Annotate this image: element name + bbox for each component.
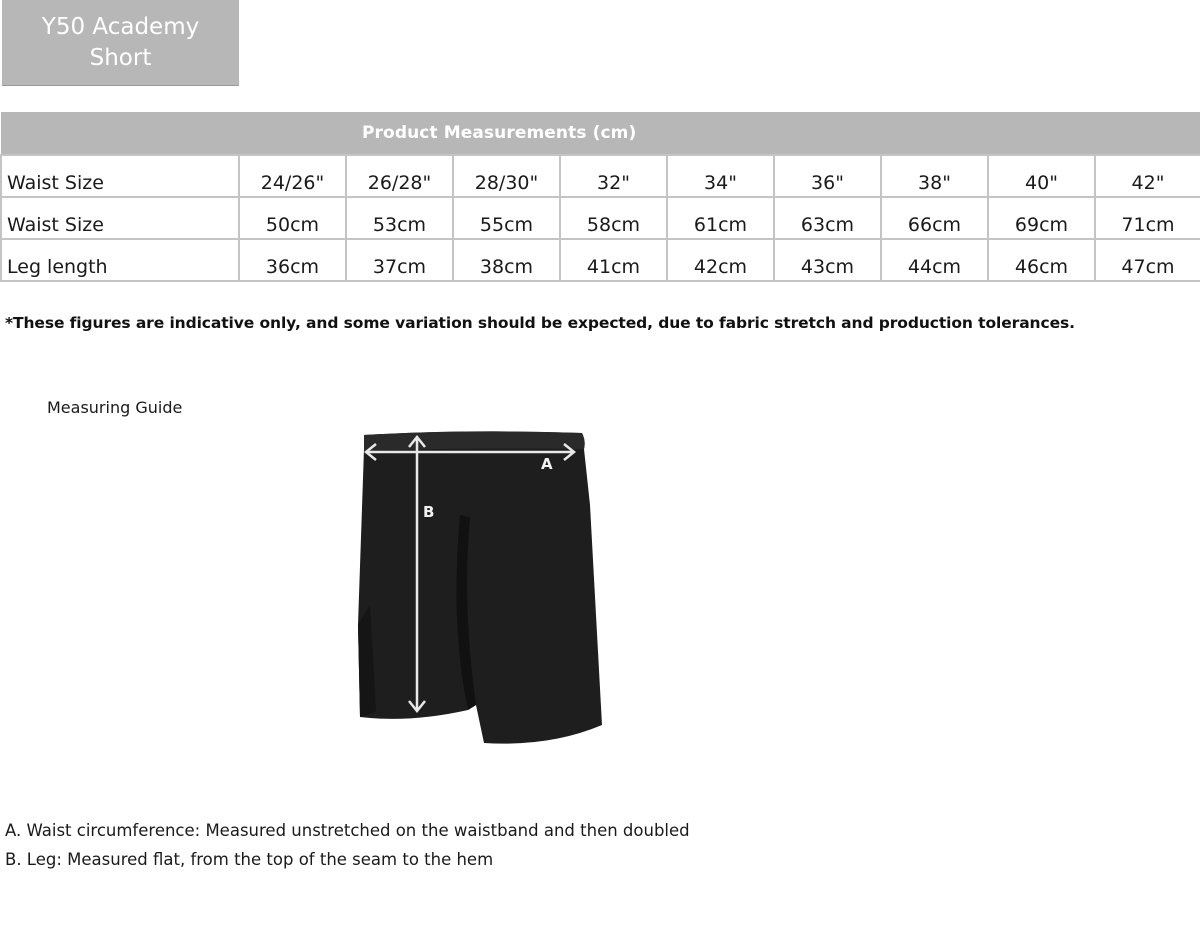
table-cell: 61cm [667, 197, 774, 239]
size-chart-table [0, 112, 1200, 282]
row-label: Waist Size [1, 155, 239, 197]
shorts-illustration-icon [350, 425, 610, 755]
table-row-waist-cm [1, 197, 1200, 239]
table-cell: 43cm [774, 239, 881, 281]
table-cell: 66cm [881, 197, 988, 239]
marker-a: A [541, 455, 553, 473]
table-header: Product Measurements (cm) [1, 112, 1200, 155]
table-cell: 71cm [1095, 197, 1200, 239]
row-label: Leg length [1, 239, 239, 281]
table-cell: 38" [881, 155, 988, 197]
table-cell: 36cm [239, 239, 346, 281]
table-cell: 47cm [1095, 239, 1200, 281]
table-cell: 58cm [560, 197, 667, 239]
table-row-waist-inches [1, 155, 1200, 197]
table-cell: 46cm [988, 239, 1095, 281]
product-title [2, 0, 239, 86]
table-cell: 41cm [560, 239, 667, 281]
shorts-measuring-diagram [350, 425, 610, 755]
table-cell: 53cm [346, 197, 453, 239]
product-title-line-2: Short [89, 44, 152, 71]
table-cell: 63cm [774, 197, 881, 239]
table-cell: 34" [667, 155, 774, 197]
row-label: Waist Size [1, 197, 239, 239]
table-cell: 44cm [881, 239, 988, 281]
product-title-line-1: Y50 Academy [41, 13, 200, 40]
table-cell: 32" [560, 155, 667, 197]
table-cell: 42" [1095, 155, 1200, 197]
table-cell: 28/30" [453, 155, 560, 197]
disclaimer-note: *These figures are indicative only, and some variation should be expected, due to fabric stretch and production tolerances. [5, 314, 1075, 332]
table-cell: 37cm [346, 239, 453, 281]
table-cell: 26/28" [346, 155, 453, 197]
table-cell: 40" [988, 155, 1095, 197]
table-cell: 36" [774, 155, 881, 197]
table-cell: 50cm [239, 197, 346, 239]
legend-waist: A. Waist circumference: Measured unstretched on the waistband and then doubled [5, 821, 690, 840]
table-cell: 24/26" [239, 155, 346, 197]
measuring-guide-label: Measuring Guide [47, 398, 183, 417]
table-cell: 38cm [453, 239, 560, 281]
legend-leg: B. Leg: Measured flat, from the top of the seam to the hem [5, 850, 494, 869]
marker-b: B [423, 503, 435, 521]
table-cell: 69cm [988, 197, 1095, 239]
table-cell: 42cm [667, 239, 774, 281]
table-row-leg-length [1, 239, 1200, 281]
table-cell: 55cm [453, 197, 560, 239]
